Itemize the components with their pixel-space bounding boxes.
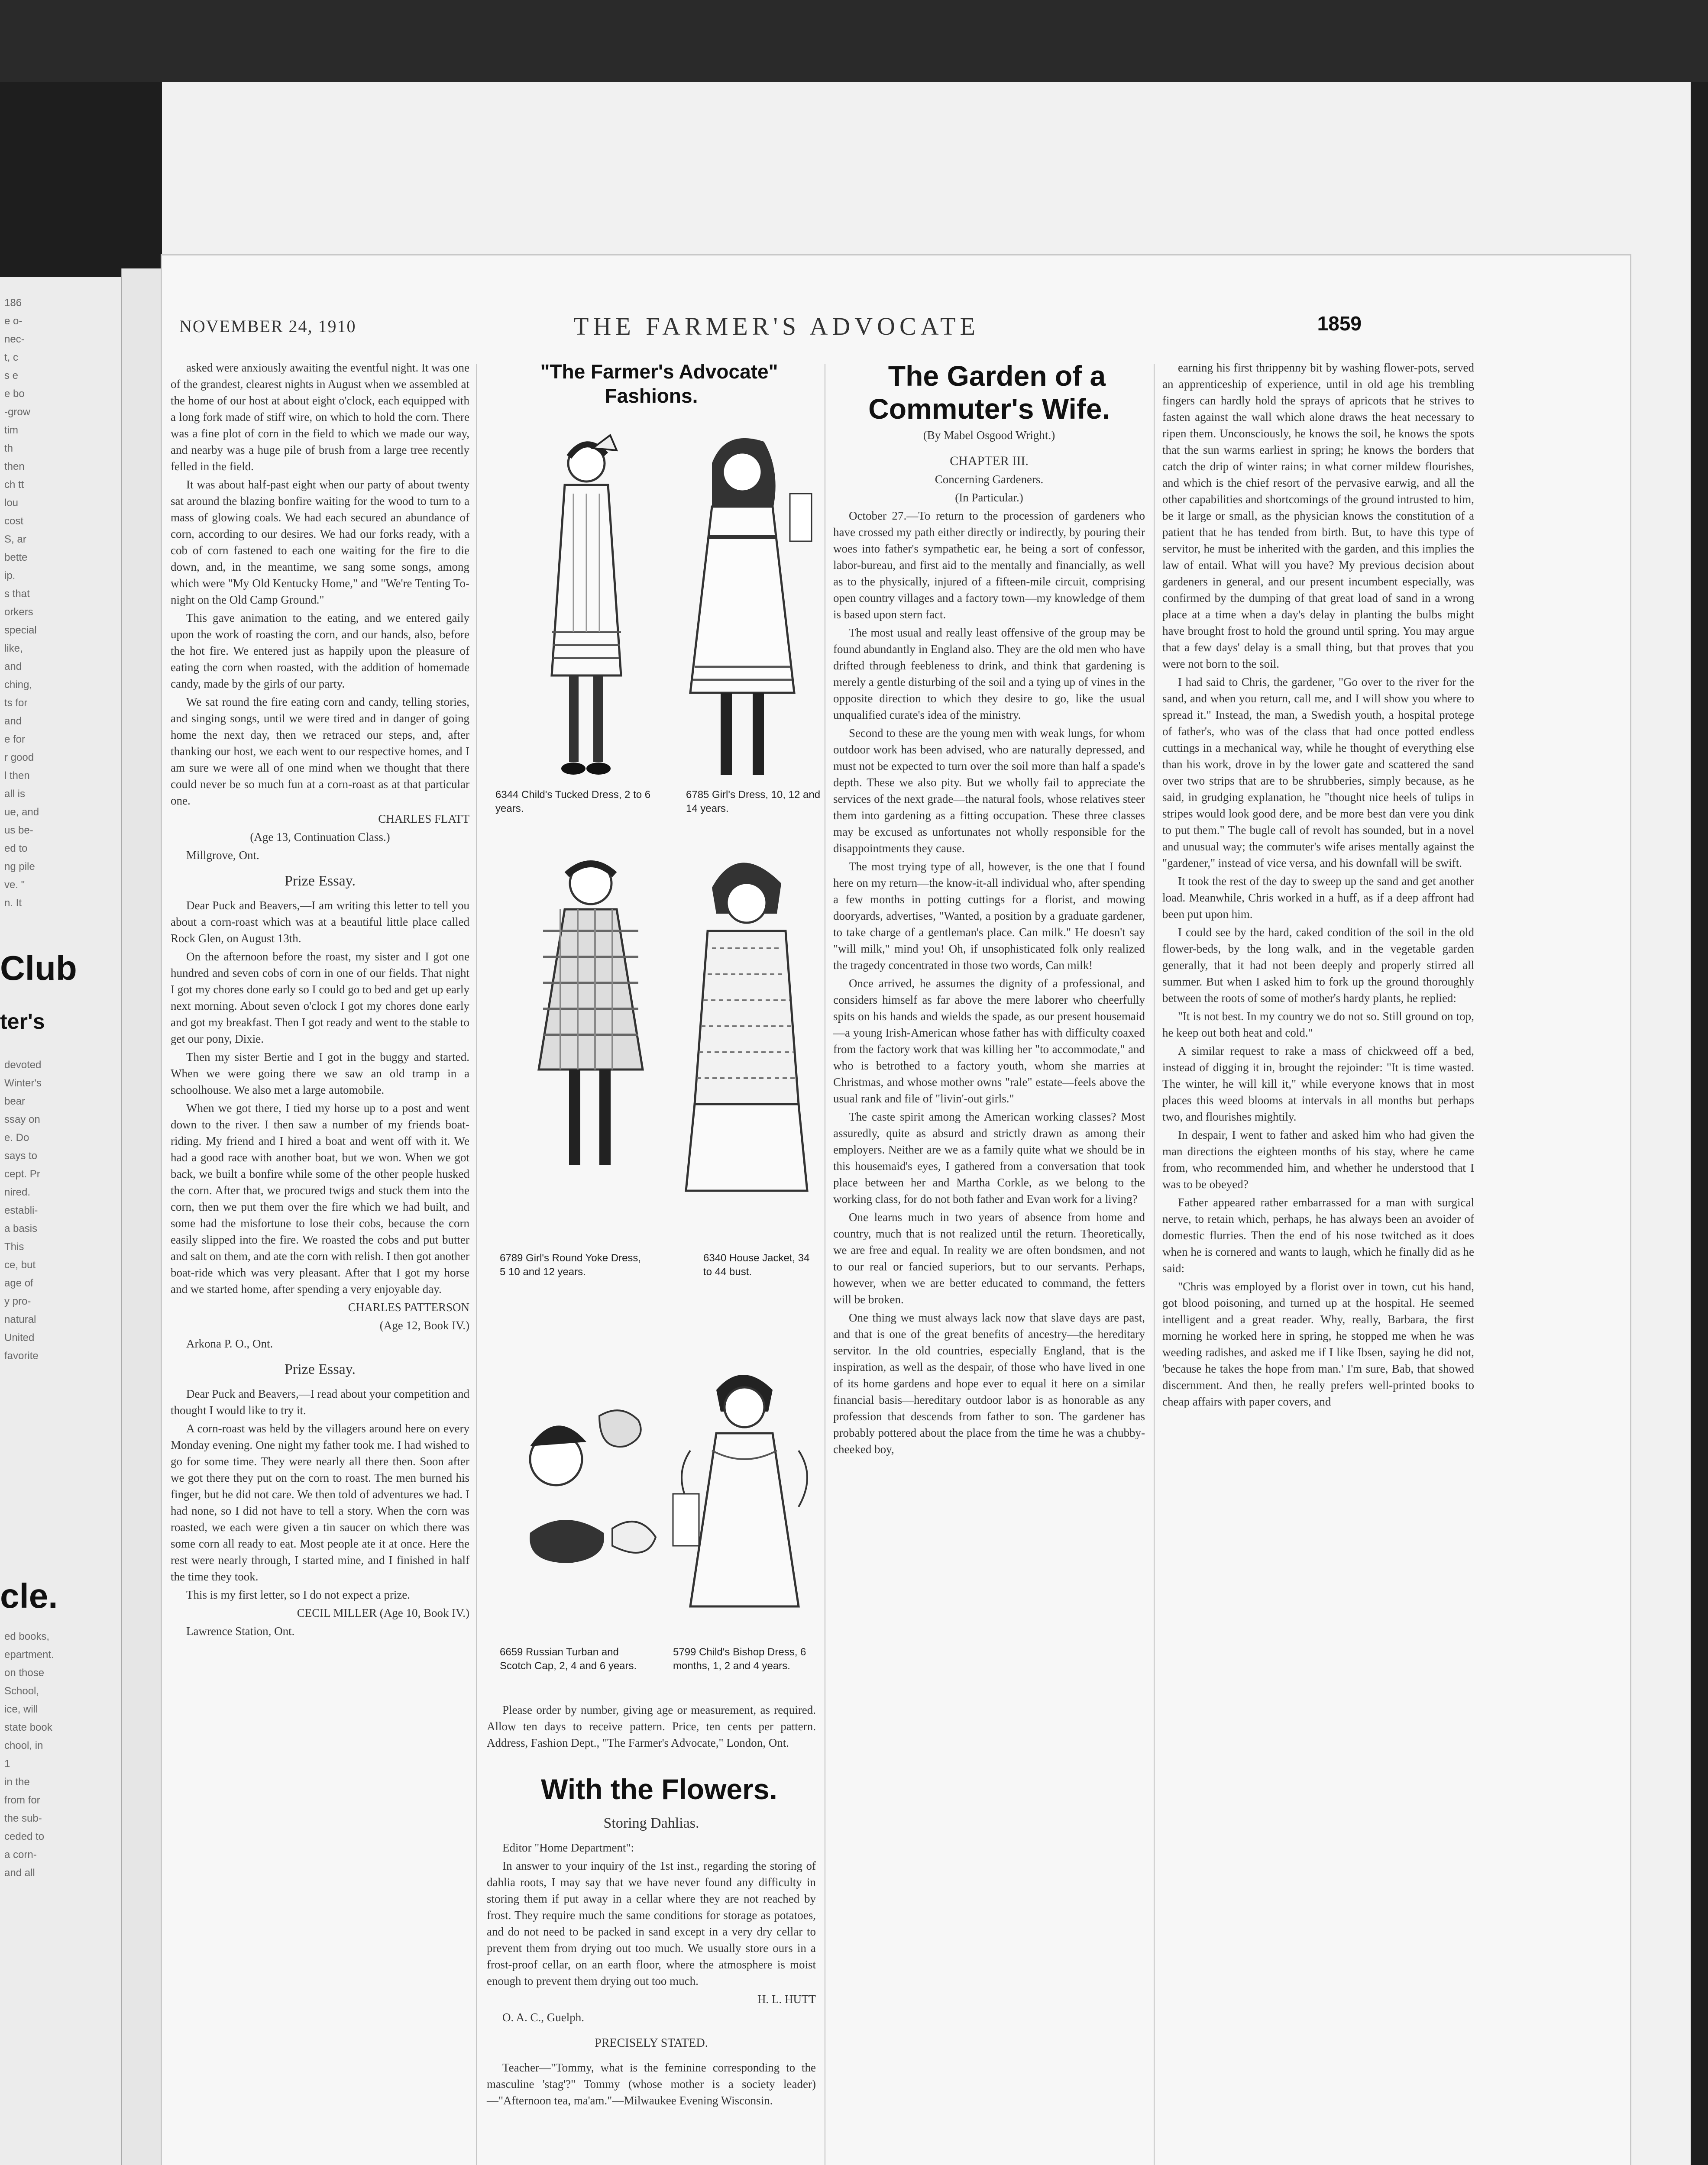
fashions-title: "The Farmer's Advocate" Fashions. xyxy=(540,360,778,407)
column-4 xyxy=(1162,359,1474,1412)
column-2 xyxy=(487,359,816,410)
signature-guelph: O. A. C., Guelph. xyxy=(502,2011,584,2024)
page-number: 1859 xyxy=(1317,312,1362,335)
adjacent-text-fragment: and xyxy=(4,715,22,727)
paragraph: One learns much in two years of absence from home and country, much that is not realized until the return. Theoretically, we are free and equal. In reality we are often bondsmen, and not to our real or fancied superiors, but to our servants. Perhaps, however, when we are better educated to command, the fetters will be broken. xyxy=(833,1211,1145,1306)
paragraph: Father appeared rather embarrassed for a man with surgical nerve, to retain which, perhaps, he has always been an avoider of domestic flurries. Then the end of his nose twitched as it does when he is cornered and wants to laugh, which he finally did as he said: xyxy=(1162,1196,1474,1275)
adjacent-text-fragment: lou xyxy=(4,497,19,509)
adjacent-text-fragment: l then xyxy=(4,770,30,782)
paragraph: earning his first thrippenny bit by washing flower-pots, served an apprenticeship of experience, until in old age his trembling fingers can hardly hold the sprays of apricots that he strives to fasten against the wall which alone draws the heat necessary to ripen them. Unconsciously, he knows the soil, he knows the spots that the sun warms earliest in spring; he knows the borders that catch the drip of winter rains; in what corner mildew flourishes, and which is the chief resort of the pervasive earwig, and all the other capabilities and shortcomings of the ground intrusted to him, be it large or small, as the physician knows the constitution of a patient that he has tended from birth. But, to have this type of servitor, he must be inherited with the garden, and this implies the law of entail. What will you have? My previous decision about gardeners in general, and our present incumbent especially, was confirmed by the dumping of that great load of sand in a wrong place at a time when a day's delay in planting the bulbs might have brought frost to hold the ground until spring. You may argue that a few days' delay is a small thing, but that proves that you were not born to the soil. xyxy=(1162,361,1474,670)
prize-essay-2 xyxy=(171,1386,469,1603)
pattern-5799-illustration xyxy=(664,1364,829,1667)
paragraph: In answer to your inquiry of the 1st inst., regarding the storing of dahlia roots, I may say that we have never found any difficulty in storing them if put away in a cellar where they are not reached by frost. They require much the same conditions for storage as potatoes, and do not need to be packed in sand except in a very dry cellar to prevent them from drying out too much. We usually store ours in a frost-proof cellar, on an earth floor, where the atmosphere is moist enough to prevent them drying out too much. xyxy=(487,1859,816,1987)
paragraph: The most trying type of all, however, is the one that I found here on my return—the know-it-all individual who, after spending a few months in potting cuttings for a florist, and mowing dooryards, advertises, "Wanted, a position by a graduate gardener, to take charge of a gentleman's place. Can milk." He doesn't say "will milk," mind you! Oh, if unsophisticated folk only realized the tragedy concentrated in those two words, Can milk! xyxy=(833,860,1145,972)
signature-place-2: Arkona P. O., Ont. xyxy=(186,1337,273,1350)
adjacent-text-fragment: ssay on xyxy=(4,1114,40,1125)
adjacent-text-fragment: and all xyxy=(4,1867,35,1879)
adjacent-text-fragment: establi- xyxy=(4,1205,38,1216)
garden-article-body xyxy=(833,507,1145,1457)
adjacent-club-word: Club xyxy=(0,949,77,987)
page-gutter xyxy=(121,268,163,2165)
adjacent-text-fragment: bette xyxy=(4,552,28,563)
paragraph: This is my first letter, so I do not expect a prize. xyxy=(186,1588,411,1601)
adjacent-text-fragment: ng pile xyxy=(4,861,35,872)
chapter-subtitle-2: (In Particular.) xyxy=(955,491,1023,504)
adjacent-text-fragment: e bo xyxy=(4,388,25,400)
paragraph: The caste spirit among the American working classes? Most assuredly, quite as absurd and strictly drawn as among their employers. Neither are we as a family quite what we should be in this housemaid's eyes, I gathered from a conversation that took place between her and Martha Corkle, as we belong to the working class, for do not both father and Evan work for a living? xyxy=(833,1110,1145,1205)
paragraph: I could see by the hard, caked condition of the soil in the old flower-beds, by the long walk, and in the vegetable garden generally, that it had not been deeply and properly stirred all summer. But when I asked him to fork up the ground thoroughly between the roots of some of mother's hardy plants, he replied: xyxy=(1162,926,1474,1005)
adjacent-text-fragment: e for xyxy=(4,734,26,745)
column-2-lower xyxy=(487,1702,816,2110)
paragraph: asked were anxiously awaiting the eventful night. It was one of the grandest, clearest nights in August when we assembled at the home of our host at about eight o'clock, each equipped with a long fork made of stiff wire, on which to hold the corn. There was a fine plot of corn in the field to which we made our way, and nearby was a huge pile of brush from a large tree recently felled in the field. xyxy=(171,361,469,473)
column-1 xyxy=(171,359,469,1641)
adjacent-text-fragment: epartment. xyxy=(4,1649,54,1661)
adjacent-text-fragment: ceded to xyxy=(4,1831,45,1842)
adjacent-text-fragment: special xyxy=(4,624,37,636)
adjacent-text-fragment: chool, in xyxy=(4,1740,43,1751)
adjacent-page-edge xyxy=(0,277,121,2165)
adjacent-text-fragment: and xyxy=(4,661,22,672)
adjacent-text-fragment: -grow xyxy=(4,406,31,418)
pattern-6344-illustration xyxy=(517,433,656,805)
adjacent-text-fragment: th xyxy=(4,443,13,454)
signature-cecil-miller: CECIL MILLER (Age 10, Book IV.) xyxy=(297,1606,469,1619)
adjacent-text-fragment: tim xyxy=(4,424,18,436)
adjacent-text-fragment: nec- xyxy=(4,333,25,345)
adjacent-text-fragment: 1 xyxy=(4,1758,10,1770)
adjacent-text-fragment: cept. Pr xyxy=(4,1168,40,1180)
paragraph: In despair, I went to father and asked him who had given the man directions the eighteen months of his stay, where he came from, who recommended him, and whether he understood that I was to be obeyed? xyxy=(1162,1128,1474,1191)
adjacent-text-fragment: ue, and xyxy=(4,806,39,818)
adjacent-text-fragment: the sub- xyxy=(4,1813,42,1824)
adjacent-text-fragment: Winter's xyxy=(4,1077,42,1089)
corn-roast-story xyxy=(171,359,469,809)
paragraph: It took the rest of the day to sweep up the sand and get another load. Meanwhile, Chris worked in a huff, as if a deep affront had been put upon him. xyxy=(1162,875,1474,921)
adjacent-text-fragment: e. Do xyxy=(4,1132,29,1144)
adjacent-text-fragment: r good xyxy=(4,752,34,763)
signature-place: Millgrove, Ont. xyxy=(186,849,259,862)
garden-article-title: The Garden of a Commuter's Wife. xyxy=(868,360,1110,425)
newspaper-page xyxy=(162,255,1630,2165)
adjacent-text-fragment: ice, will xyxy=(4,1703,38,1715)
precisely-stated-heading: PRECISELY STATED. xyxy=(595,2036,708,2050)
adjacent-text-fragment: s e xyxy=(4,370,19,381)
adjacent-text-fragment: favorite xyxy=(4,1350,39,1362)
adjacent-text-fragment: devoted xyxy=(4,1059,42,1071)
adjacent-text-fragment: ve. " xyxy=(4,879,25,891)
paragraph: When we got there, I tied my horse up to a post and went down to the river. I then saw a number of my friends boat-riding. My friend and I hired a boat and went off with it. We had a good race with another boat, but we won. When we got back, we built a bonfire while some of the other people husked the corn. After that, we procured twigs and stuck them into the corn, then we put them over the fire which we had built, and some had the misfortune to lose their cobs, because the corn easily slipped into the fire. We roasted the cobs and put butter and salt on them, and ate the corn with relish. I then got another boat-ride which was very pleasant. After that I got my horse and we started home, after spending a very enjoyable day. xyxy=(171,1102,469,1296)
adjacent-text-fragment: says to xyxy=(4,1150,38,1162)
signature-detail-2: (Age 12, Book IV.) xyxy=(379,1319,469,1332)
adjacent-text-fragment: y pro- xyxy=(4,1296,31,1307)
signature-hutt: H. L. HUTT xyxy=(757,1993,816,2006)
adjacent-text-fragment: ip. xyxy=(4,570,16,582)
caption-6340: 6340 House Jacket, 34 to 44 bust. xyxy=(703,1252,810,1278)
adjacent-text-fragment: e o- xyxy=(4,315,23,327)
paragraph: "Chris was employed by a florist over in town, cut his hand, got blood poisoning, and turned up at the hospital. He seemed intelligent and a great reader. Why, really, Barbara, the first morning he worked here in spring, he stopped me when he was weeding radishes, and asked me if I like Ibsen, saying he did not, 'because he takes the hope from man.' I'm sure, Bab, that showed discernment. And then, he really prefers well-printed books to cheap affairs with paper covers, and xyxy=(1162,1280,1474,1408)
caption-6659: 6659 Russian Turban and Scotch Cap, 2, 4 and 6 years. xyxy=(500,1646,637,1672)
signature-charles-patterson: CHARLES PATTERSON xyxy=(348,1301,469,1314)
adjacent-cle-word: cle. xyxy=(0,1577,58,1615)
paragraph: We sat round the fire eating corn and candy, telling stories, and singing songs, until we were tired and in danger of going home the next day, then we retraced our steps, and, after thanking our host, we each went to our respective homes, and I am sure we were all of one mind when we thought that there could never be so much fun at a corn-roast as at that particular one. xyxy=(171,695,469,807)
pattern-order-note: Please order by number, giving age or measurement, as required. Allow ten days to receive pattern. Price, ten cents per pattern. Address, Fashion Dept., "The Farmer's Advocate," London, Ont. xyxy=(487,1703,816,1749)
adjacent-text-fragment: orkers xyxy=(4,606,33,618)
with-the-flowers-title: With the Flowers. xyxy=(541,1773,777,1805)
paragraph: A similar request to rake a mass of chickweed off a bed, instead of digging it in, brought the rejoinder: "It is time wasted. The winter, he will kill it," while everyone knows that in most places this weed blooms at intervals in all months but perhaps two, and flourishes mightily. xyxy=(1162,1044,1474,1123)
adjacent-text-fragment: n. It xyxy=(4,897,22,909)
paragraph: Dear Puck and Beavers,—I am writing this letter to tell you about a corn-roast which was at a beautiful little place called Rock Glen, on August 13th. xyxy=(171,899,469,945)
adjacent-text-fragment: ts for xyxy=(4,697,28,709)
paragraph: October 27.—To return to the procession of gardeners who have crossed my path either directly or indirectly, by pouring their woes into father's sympathetic ear, he being a sort of confessor, labor-bureau, and first aid to the mentally and financially, as well as to the physically, injured of a fifteen-mile circuit, comprising open country villages and a factory town—my knowledge of them is based upon stern fact. xyxy=(833,509,1145,621)
paragraph: This gave animation to the eating, and we entered gaily upon the work of roasting the corn, and our hands, also, before the hot fire. We entered just as happily upon the pleasure of eating the corn when roasted, with the addition of homemade candy, made by the girls of our party. xyxy=(171,611,469,690)
pattern-6785-illustration xyxy=(664,424,820,805)
adjacent-text-fragment: a corn- xyxy=(4,1849,37,1861)
film-border-top xyxy=(0,0,1708,82)
article-byline: (By Mabel Osgood Wright.) xyxy=(923,429,1055,442)
adjacent-text-fragment: like, xyxy=(4,643,23,654)
paragraph: The most usual and really least offensive of the group may be found abundantly in England also. They are the old men who have drifted through feebleness to drink, and think that gardening is merely a gentle disturbing of the soil and a tying up of vines in the opposite direction to which they desire to go, like the usual unqualified curate's idea of the ministry. xyxy=(833,626,1145,721)
adjacent-text-fragment: on those xyxy=(4,1667,45,1679)
adjacent-text-fragment: School, xyxy=(4,1685,39,1697)
paragraph: "It is not best. In my country we do not so. Still ground on top, he keep out both heat and cold." xyxy=(1162,1010,1474,1039)
adjacent-text-fragment: United xyxy=(4,1332,35,1344)
column-rule-3 xyxy=(1154,364,1155,2165)
paragraph: Dear Puck and Beavers,—I read about your competition and thought I would like to try it. xyxy=(171,1387,469,1417)
pattern-6659-illustration xyxy=(504,1390,669,1632)
page-header xyxy=(162,312,1630,346)
paragraph: One thing we must always lack now that slave days are past, and that is one of the great benefits of ancestry—the hereditary servitor. In the old countries, especially England, that is the inspiration, as well as the despair, of those who have lived in one of its home gardens and hope ever to equal it here on a similar financial basis—hereditary outdoor labor is as honorable as any profession that descends from father to son. The gardener has probably pottered about the place from the time he was a chubby-cheeked boy, xyxy=(833,1311,1145,1456)
adjacent-text-fragment: s that xyxy=(4,588,30,600)
chapter-heading: CHAPTER III. xyxy=(950,454,1029,468)
signature-place-3: Lawrence Station, Ont. xyxy=(186,1625,295,1638)
pattern-6789-illustration xyxy=(517,844,664,1208)
adjacent-text-fragment: then xyxy=(4,461,25,472)
paragraph: I had said to Chris, the gardener, "Go over to the river for the sand, and when you return, call me, and I will show you where to spread it." Instead, the man, a Swedish youth, a hospital protege of father's, who was of the class that had once potted endless cuttings in a mechanical way, while he thought of everything else than his work, drove in by the lower gate and scattered the sand over two strips that are to be shrubberies, simply because, as he said, in grudging explanation, he "thought nice heels of tulips in stripes would look good dere, and be more best dan vere you dink to put them." The bugle call of revolt has sounded, but in a novel and unusual way; the commuter's wife arises mentally against the "gardener," instead of vice versa, and his downfall will be swift. xyxy=(1162,675,1474,869)
prize-essay-heading: Prize Essay. xyxy=(285,873,356,889)
adjacent-text-fragment: ching, xyxy=(4,679,32,691)
storing-dahlias-heading: Storing Dahlias. xyxy=(603,1815,699,1831)
adjacent-text-fragment: bear xyxy=(4,1095,26,1107)
adjacent-text-fragment: age of xyxy=(4,1277,33,1289)
adjacent-text-fragment: This xyxy=(4,1241,24,1253)
pattern-6340-illustration xyxy=(669,844,825,1217)
adjacent-text-fragment: S, ar xyxy=(4,533,26,545)
adjacent-text-fragment: state book xyxy=(4,1722,52,1733)
adjacent-text-fragment: t, c xyxy=(4,352,19,363)
prize-essay-1 xyxy=(171,897,469,1297)
adjacent-text-fragment: ed books, xyxy=(4,1631,50,1642)
adjacent-text-fragment: ed to xyxy=(4,843,28,854)
issue-date: NOVEMBER 24, 1910 xyxy=(179,317,356,336)
caption-6344: 6344 Child's Tucked Dress, 2 to 6 years. xyxy=(495,789,651,814)
adjacent-text-fragment: all is xyxy=(4,788,26,800)
adjacent-text-fragment: in the xyxy=(4,1776,30,1788)
adjacent-text-fragment: ce, but xyxy=(4,1259,36,1271)
signature-detail: (Age 13, Continuation Class.) xyxy=(250,830,390,843)
adjacent-text-fragment: a basis xyxy=(4,1223,38,1234)
paragraph: It was about half-past eight when our party of about twenty sat around the blazing bonfire waiting for the wood to turn to a mass of glowing coals. We had each secured an abundance of corn, according to our desires. We had our forks ready, with a cob of corn fastened to each one waiting for the fire to die down, and, in the meantime, we sang some songs, among which were "My Old Kentucky Home," and "We're Tenting To-night on the Old Camp Ground." xyxy=(171,478,469,606)
precisely-stated-body: Teacher—"Tommy, what is the feminine corresponding to the masculine 'stag'?" Tommy (whose mother is a society leader)—"Afternoon tea, ma'am."—Milwaukee Evening Wisconsin. xyxy=(487,2061,816,2107)
storing-dahlias-body xyxy=(487,1839,816,1989)
caption-6785: 6785 Girl's Dress, 10, 12 and 14 years. xyxy=(686,789,821,814)
paragraph: A corn-roast was held by the villagers around here on every Monday evening. One night my father took me. I had wished to go for some time. They were nearly all there then. Soon after we got there they put on the corn to roast. The men burned his finger, but he did not care. We then told of adventures we had. I had none, so I did not have to tell a story. When the corn was roasted, we each were given a tin saucer on which there was some corn all ready to eat. Most people ate it at once. Here the rest were nearly through, I started mine, and I finished in half the time they took. xyxy=(171,1422,469,1583)
paragraph: Then my sister Bertie and I got in the buggy and started. When we were going there we saw an old tramp in a schoolhouse. We also met a large automobile. xyxy=(171,1050,469,1096)
adjacent-ters-word: ter's xyxy=(0,1009,45,1034)
adjacent-text-fragment: us be- xyxy=(4,824,33,836)
signature-charles-flatt: CHARLES FLATT xyxy=(378,812,469,825)
caption-6789: 6789 Girl's Round Yoke Dress, 5 10 and 12 years. xyxy=(500,1252,641,1278)
paragraph: On the afternoon before the roast, my sister and I got one hundred and seven cobs of corn in one of our fields. That night I got my chores done early so I could go to bed and get up early next morning. About seven o'clock I got my chores done early and got my breakfast. Then I got ready and went to the stable to get our pony, Dixie. xyxy=(171,950,469,1045)
column-3 xyxy=(833,359,1145,1459)
adjacent-text-fragment: natural xyxy=(4,1314,36,1325)
paragraph: Editor "Home Department": xyxy=(502,1841,634,1854)
column-rule xyxy=(476,364,477,2165)
paragraph: Once arrived, he assumes the dignity of a professional, and considers himself as far above the mere laborer who cheerfully spits on his hands and wields the spade, as our present housemaid—a young Irish-American whose father has with difficulty coaxed from the factory work that was killing her "to accommodate," and who is betrothed to a factory youth, whom she marries at Christmas, and whose mother owns "rale" estate—feels above the usual rank and file of "livin'-out girls." xyxy=(833,977,1145,1105)
adjacent-text-fragment: nired. xyxy=(4,1186,31,1198)
paragraph: Second to these are the young men with weak lungs, for whom outdoor work has been advised, who are naturally depressed, and must not be expected to turn over the soil more than half a spade's depth. These we also pity. But we wholly fail to appreciate the services of the next grade—the natural fools, whose relatives steer them into gardening as a fitting occupation. These three classes may be excused as unfortunates not wholly responsible for the disappointments they cause. xyxy=(833,727,1145,855)
adjacent-text-fragment: 186 xyxy=(4,297,22,309)
adjacent-text-fragment: cost xyxy=(4,515,24,527)
adjacent-text-fragment: ch tt xyxy=(4,479,24,491)
prize-essay-heading-2: Prize Essay. xyxy=(285,1361,356,1377)
adjacent-text-fragment: from for xyxy=(4,1794,40,1806)
caption-5799: 5799 Child's Bishop Dress, 6 months, 1, 2 and 4 years. xyxy=(673,1646,806,1672)
garden-article-continued xyxy=(1162,359,1474,1410)
masthead-title: THE FARMER'S ADVOCATE xyxy=(573,312,980,340)
chapter-subtitle: Concerning Gardeners. xyxy=(935,473,1044,486)
